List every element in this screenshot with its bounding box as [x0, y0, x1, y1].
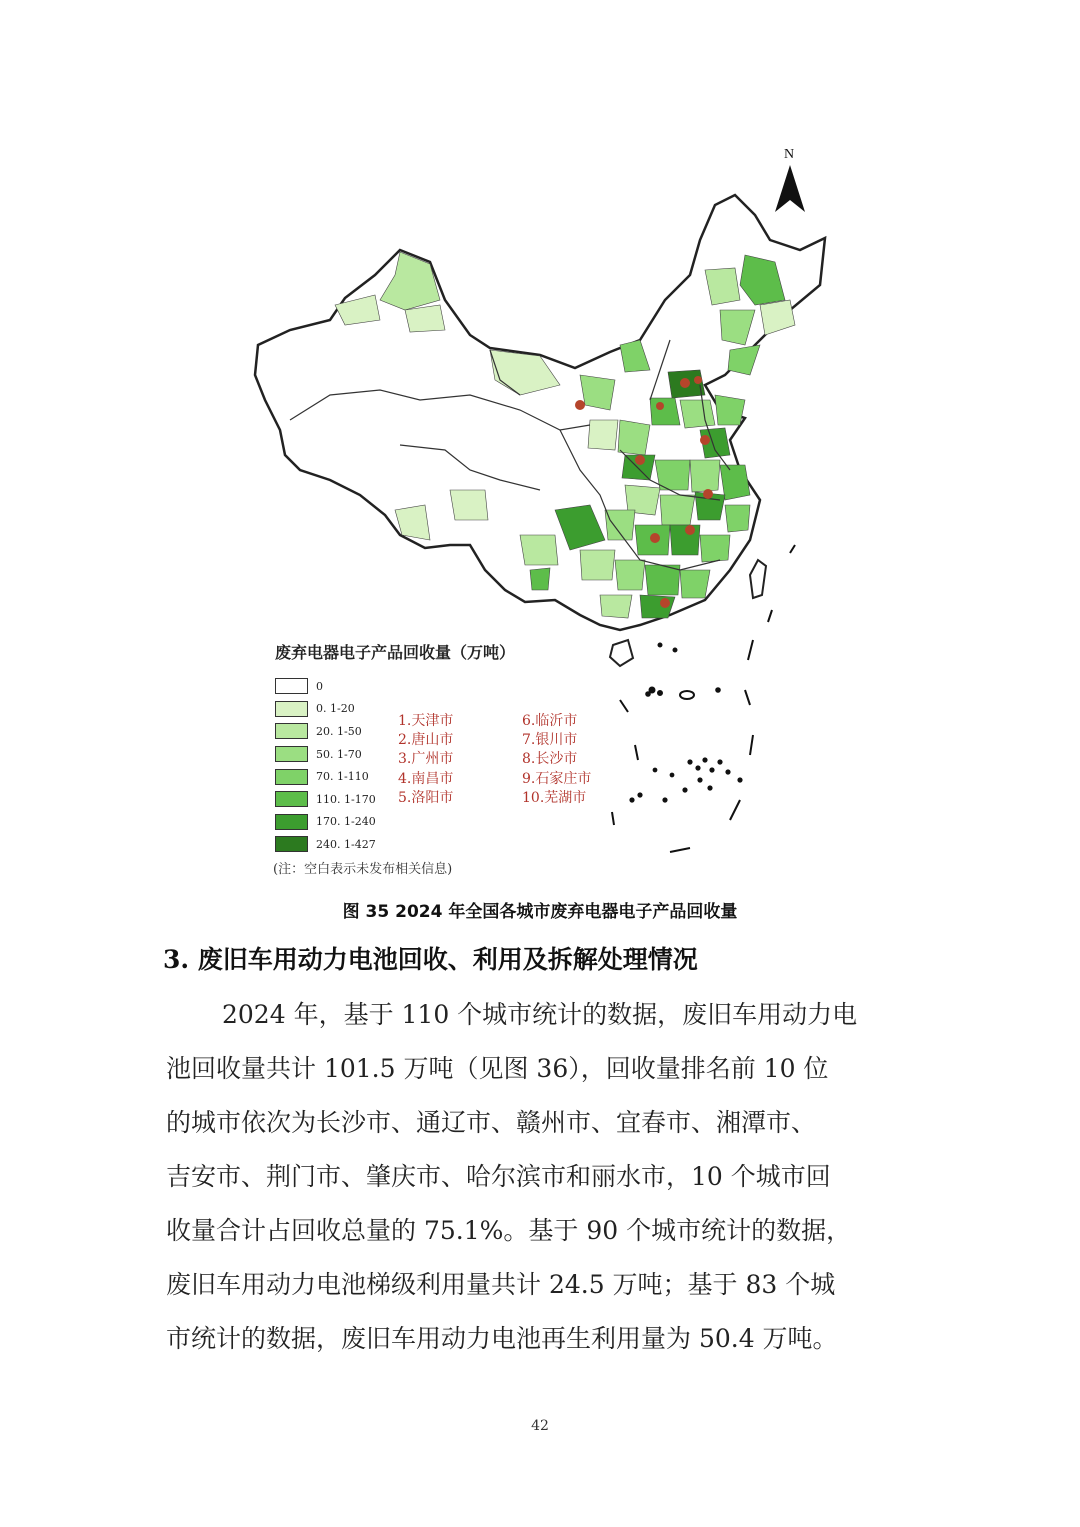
city-list-right: [522, 712, 591, 808]
city-list-item: 8.长沙市: [522, 751, 578, 768]
page-number: 42: [531, 1418, 549, 1434]
section-title: 3. 废旧车用动力电池回收、利用及拆解处理情况: [163, 945, 698, 974]
legend-item: [275, 743, 376, 766]
marker-changsha: [650, 533, 660, 543]
legend-swatch: [275, 836, 308, 852]
marker-tianjin: [680, 378, 690, 388]
legend-label: 240. 1-427: [316, 837, 376, 851]
paragraph-line: 的城市依次为长沙市、通辽市、赣州市、宜春市、湘潭市、: [166, 1108, 817, 1137]
city-list-item: 9.石家庄市: [522, 770, 592, 787]
legend-label: 110. 1-170: [316, 792, 376, 806]
marker-tangshan: [694, 376, 702, 384]
legend-label: 0. 1-20: [316, 702, 355, 716]
legend-item: [275, 833, 376, 856]
legend-label: 70. 1-110: [316, 770, 369, 784]
legend-label: 20. 1-50: [316, 724, 362, 738]
north-arrow-icon: [775, 147, 805, 212]
legend-label: 170. 1-240: [316, 815, 376, 829]
legend-label: 0: [316, 679, 323, 693]
legend-item: [275, 675, 376, 698]
legend-item: [275, 698, 376, 721]
legend-swatch: [275, 814, 308, 830]
map-note: (注：空白表示未发布相关信息): [273, 862, 453, 877]
figure-caption: 图 35 2024 年全国各城市废弃电器电子产品回收量: [342, 902, 738, 922]
city-list-item: 7.银川市: [522, 732, 578, 749]
legend-title: 废弃电器电子产品回收量（万吨）: [275, 643, 516, 662]
legend-swatch: [275, 723, 308, 739]
marker-guangzhou: [660, 598, 670, 608]
city-list-item: 10.芜湖市: [522, 789, 587, 806]
city-list-item: 3.广州市: [398, 751, 454, 768]
island-outline: [680, 691, 694, 699]
marker-linyi: [700, 435, 710, 445]
legend-item: [275, 811, 376, 834]
marker-luoyang: [635, 455, 645, 465]
legend-swatch: [275, 791, 308, 807]
city-list-item: 6.临沂市: [522, 713, 578, 729]
marker-wuhu: [703, 489, 713, 499]
city-list-item: 1.天津市: [398, 713, 454, 729]
legend-swatch: [275, 701, 308, 717]
legend-swatch: [275, 769, 308, 785]
city-list-item: 2.唐山市: [398, 732, 454, 749]
legend-item: [275, 765, 376, 788]
legend-swatch: [275, 678, 308, 694]
city-list-left: [398, 712, 453, 808]
marker-nanchang: [685, 525, 695, 535]
marker-shijiazhuang: [656, 402, 664, 410]
paragraph-line: 废旧车用动力电池梯级利用量共计 24.5 万吨；基于 83 个城: [166, 1270, 836, 1299]
city-list-item: 5.洛阳市: [398, 789, 454, 806]
legend-item: [275, 788, 376, 811]
marker-yinchuan: [575, 400, 585, 410]
paragraph-line: 收量合计占回收总量的 75.1%。基于 90 个城市统计的数据，: [166, 1216, 852, 1245]
paragraph-line: 2024 年，基于 110 个城市统计的数据，废旧车用动力电: [222, 1000, 858, 1029]
legend-label: 50. 1-70: [316, 747, 362, 761]
paragraph-line: 市统计的数据，废旧车用动力电池再生利用量为 50.4 万吨。: [166, 1324, 838, 1353]
taiwan-island: [750, 560, 766, 598]
city-list-item: 4.南昌市: [398, 770, 454, 787]
legend-item: [275, 720, 376, 743]
hainan-island: [610, 640, 633, 666]
map-legend: [275, 675, 376, 856]
north-label: N: [784, 147, 795, 162]
paragraph-line: 池回收量共计 101.5 万吨（见图 36），回收量排名前 10 位: [166, 1054, 829, 1083]
legend-swatch: [275, 746, 308, 762]
paragraph-line: 吉安市、荆门市、肇庆市、哈尔滨市和丽水市，10 个城市回: [166, 1162, 831, 1191]
